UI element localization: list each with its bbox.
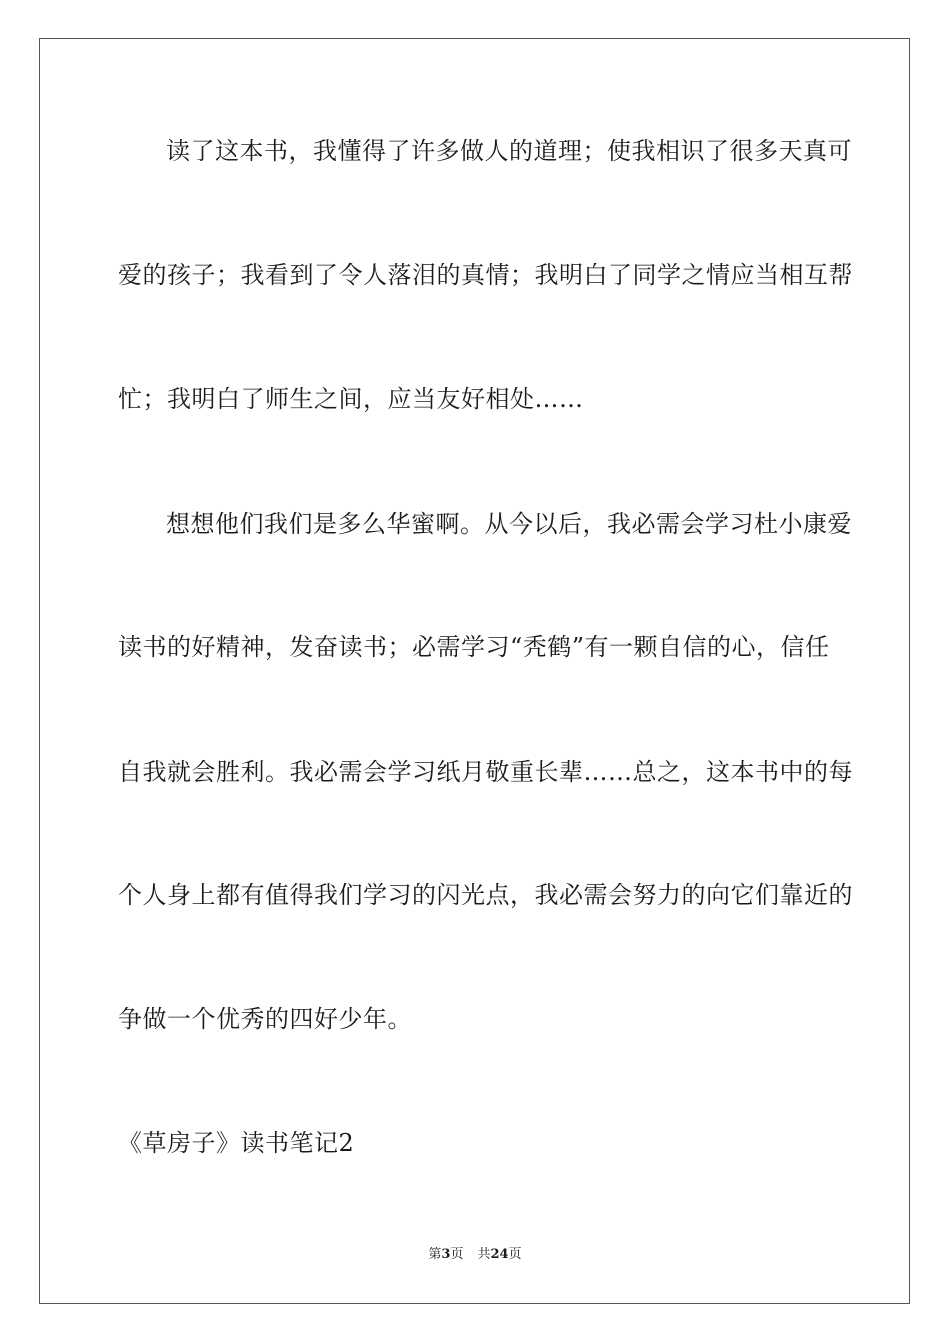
page-footer [0,1246,950,1264]
paragraph-2-line-4: 个人身上都有值得我们学习的闪光点，我必需会努力的向它们靠近的 [118,881,853,909]
page-suffix: 页 [450,1247,464,1262]
paragraph-2-line-3: 自我就会胜利。我必需会学习纸月敬重长辈……总之，这本书中的每 [118,758,853,786]
paragraph-1-line-1: 读了这本书，我懂得了许多做人的道理；使我相识了很多天真可 [166,137,852,165]
paragraph-1-line-2: 爱的孩子；我看到了令人落泪的真情；我明白了同学之情应当相互帮 [118,261,853,289]
page-prefix: 第 [428,1247,442,1262]
paragraph-2-line-1: 想想他们我们是多么华蜜啊。从今以后，我必需会学习杜小康爱 [166,510,852,538]
paragraph-1-line-3: 忙；我明白了师生之间，应当友好相处…… [118,385,584,413]
paragraph-2-line-2: 读书的好精神，发奋读书；必需学习“秃鹤”有一颗自信的心，信任 [118,633,830,661]
paragraph-2-line-5: 争做一个优秀的四好少年。 [118,1005,412,1033]
section-heading: 《草房子》读书笔记2 [118,1129,355,1157]
total-prefix: 共 [477,1247,491,1262]
page-frame [39,38,910,1304]
page-number: 3 [441,1247,451,1262]
total-pages: 24 [490,1247,509,1262]
total-suffix: 页 [508,1247,522,1262]
